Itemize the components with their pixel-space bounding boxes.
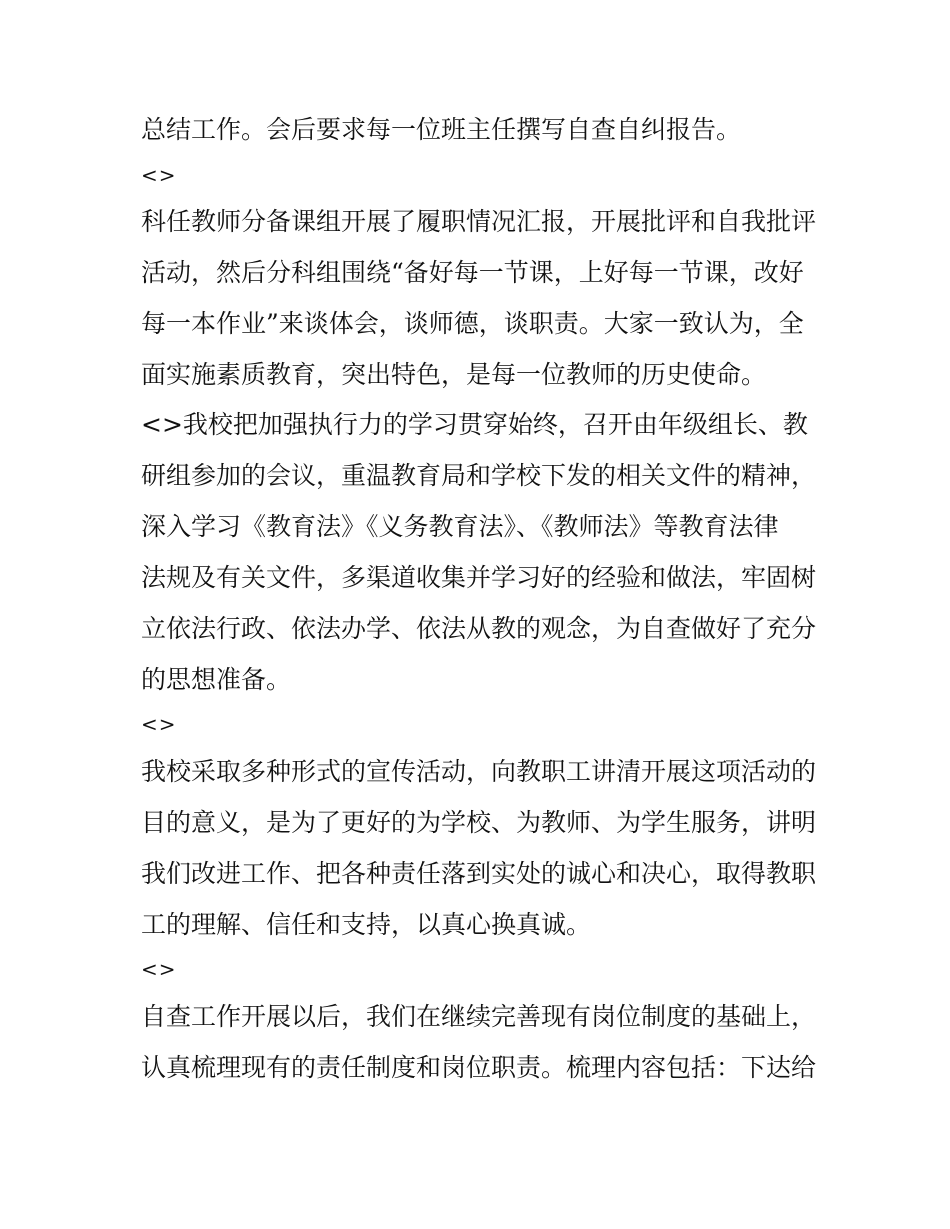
text-line: 法规及有关文件，多渠道收集并学习好的经验和做法，牢固树 — [141, 563, 817, 592]
text-line: 科任教师分备课组开展了履职情况汇报，开展批评和自我批评 — [141, 207, 817, 236]
text-line: 活动，然后分科组围绕“备好每一节课，上好每一节课，改好 — [141, 258, 804, 287]
text-line: 认真梳理现有的责任制度和岗位职责。梳理内容包括：下达给 — [141, 1053, 817, 1082]
text-line: 面实施素质教育，突出特色，是每一位教师的历史使命。 — [141, 360, 767, 389]
text-line: 自查工作开展以后，我们在继续完善现有岗位制度的基础上， — [141, 1002, 817, 1031]
text-line: 立依法行政、依法办学、依法从教的观念，为自查做好了充分 — [141, 614, 817, 643]
text-line: 我们改进工作、把各种责任落到实处的诚心和决心，取得教职 — [141, 859, 817, 888]
paragraph-marker: <> — [141, 163, 177, 187]
paragraph-marker: <> — [141, 957, 177, 981]
text-line: 我校采取多种形式的宣传活动，向教职工讲清开展这项活动的 — [141, 757, 817, 786]
text-line: 总结工作。会后要求每一位班主任撰写自查自纠报告。 — [141, 115, 742, 144]
text-line: 工的理解、信任和支持，以真心换真诚。 — [141, 910, 592, 939]
text-line: 研组参加的会议，重温教育局和学校下发的相关文件的精神， — [141, 461, 817, 490]
text-line: 的思想准备。 — [141, 665, 292, 694]
text-line: 每一本作业”来谈体会，谈师德，谈职责。大家一致认为，全 — [141, 309, 804, 338]
text-line: 深入学习《教育法》《义务教育法》、《教师法》等教育法律 — [141, 512, 779, 541]
text-line: 目的意义，是为了更好的为学校、为教师、为学生服务，讲明 — [141, 808, 817, 837]
text-line: <>我校把加强执行力的学习贯穿始终，召开由年级组长、教 — [141, 410, 808, 439]
paragraph-marker: <> — [141, 712, 177, 736]
